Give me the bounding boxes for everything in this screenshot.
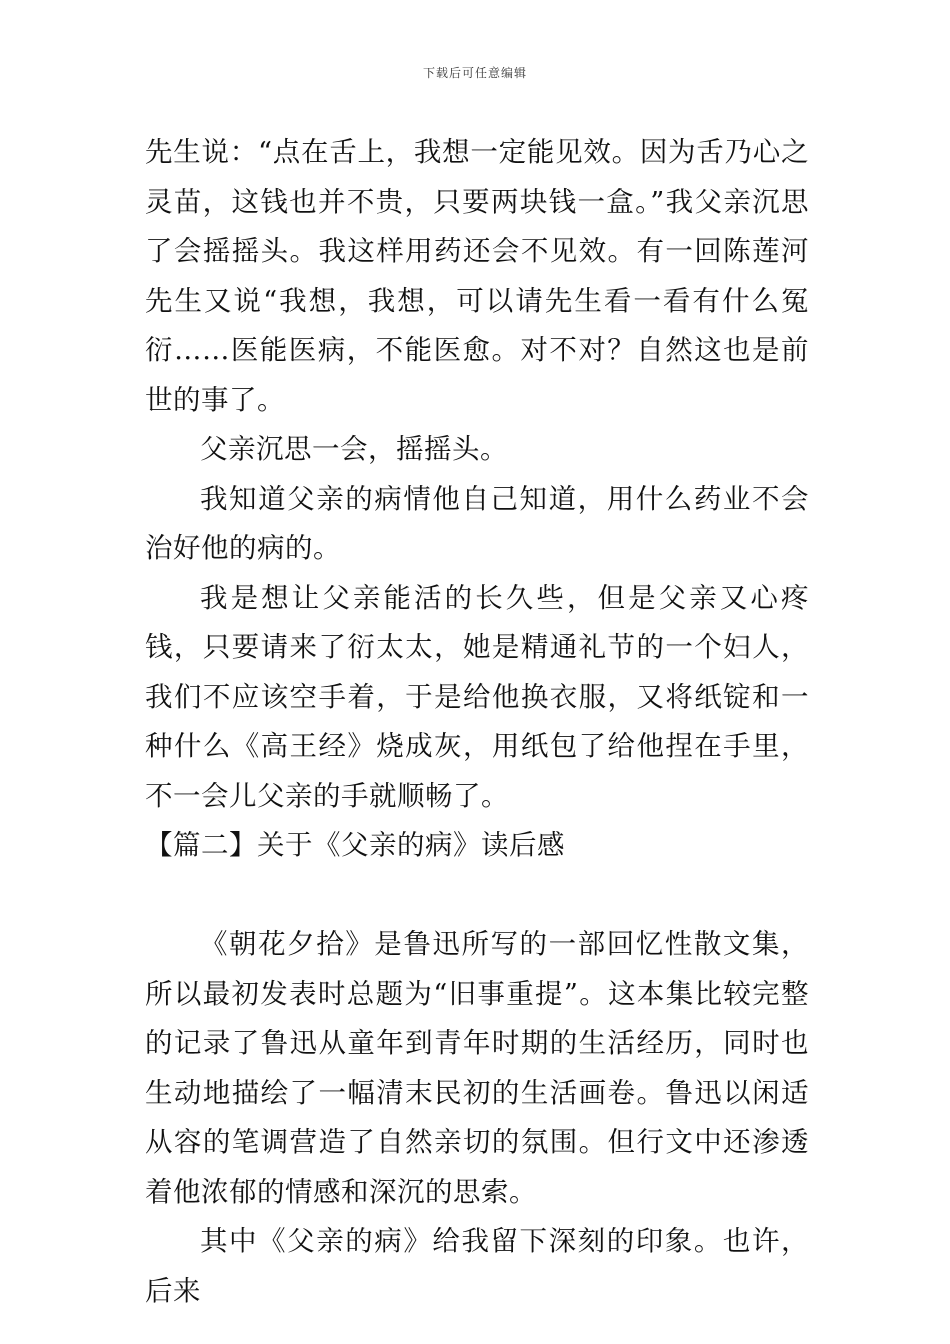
document-body (145, 128, 809, 1316)
paragraph: 我知道父亲的病情他自己知道，用什么药业不会治好他的病的。 (145, 482, 809, 564)
paragraph: 我是想让父亲能活的长久些，但是父亲又心疼钱，只要请来了衍太太，她是精通礼节的一个妇人，我们不应该空手着，于是给他换衣服，又将纸锭和一种什么《高王经》烧成灰，用纸包了给他捏在手里，不一会儿父亲的手就顺畅了。 (145, 581, 809, 812)
paragraph: 先生说：“点在舌上，我想一定能见效。因为舌乃心之灵苗，这钱也并不贵，只要两块钱一盒。”我父亲沉思了会摇摇头。我这样用药还会不见效。有一回陈莲河先生又说“我想，我想，可以请先生看一看有什么冤衍……医能医病，不能医愈。对不对？自然这也是前世的事了。 (145, 136, 809, 416)
paragraph: 《朝花夕拾》是鲁迅所写的一部回忆性散文集，所以最初发表时总题为“旧事重提”。这本集比较完整的记录了鲁迅从童年到青年时期的生活经历，同时也生动地描绘了一幅清末民初的生活画卷。鲁迅以闲适从容的笔调营造了自然亲切的氛围。但行文中还渗透着他浓郁的情感和深沉的思索。 (145, 928, 809, 1208)
paragraph: 其中《父亲的病》给我留下深刻的印象。也许，后来 (145, 1225, 809, 1307)
section-heading: 【篇二】关于《父亲的病》读后感 (145, 829, 565, 861)
blank-line (145, 871, 809, 921)
paragraph: 父亲沉思一会，摇摇头。 (200, 433, 508, 465)
page-header: 下载后可任意编辑 (422, 66, 527, 80)
